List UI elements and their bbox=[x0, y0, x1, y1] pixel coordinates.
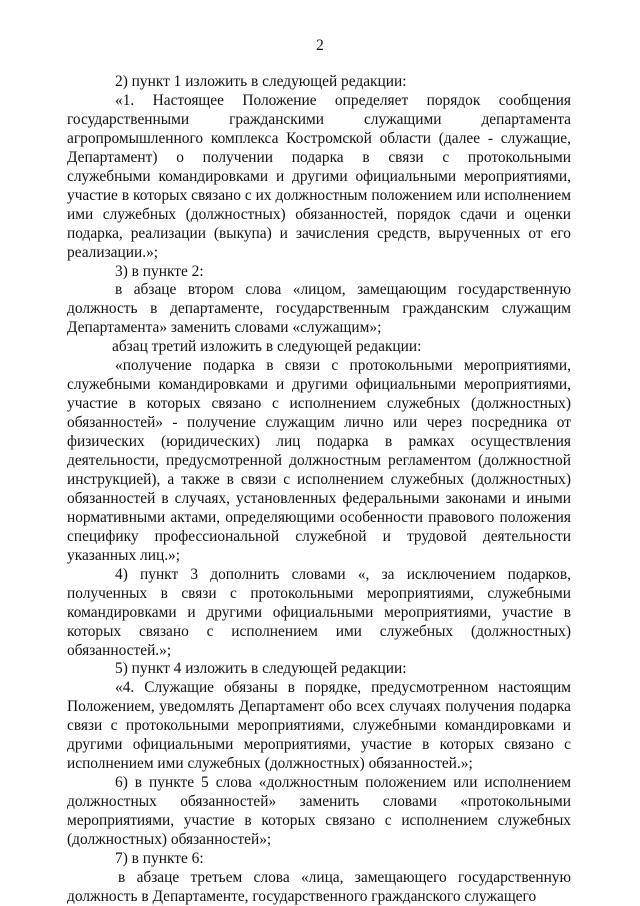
text-line: служебными командировками и другими официальными мероприятиями, bbox=[67, 376, 571, 394]
text-line: 4) пункт 3 дополнить словами «, за исключением подарков, bbox=[115, 565, 571, 583]
text-line: ими служебных (должностных) обязанностей, порядок сдачи и оценки bbox=[67, 205, 571, 223]
text-line: участие в которых связано с исполнением служебных (должностных) bbox=[67, 395, 571, 413]
text-line: «4. Служащие обязаны в порядке, предусмотренном настоящим bbox=[115, 679, 571, 697]
text-line: обязанностей.»; bbox=[67, 641, 172, 659]
text-line: физических (юридических) лиц подарка в рамках осуществления bbox=[67, 433, 571, 451]
text-line: должностных обязанностей» заменить словами «протокольными bbox=[67, 793, 571, 811]
text-line: (должностных) обязанностей»; bbox=[67, 831, 272, 848]
text-line: должность в департаменте, государственным гражданским служащим bbox=[67, 300, 571, 318]
text-line: в абзаце третьем слова «лица, замещающего государственную bbox=[118, 868, 571, 886]
text-line: «получение подарка в связи с протокольными мероприятиями, bbox=[115, 357, 571, 375]
text-line: нормативными актами, определяющими особенности правового положения bbox=[67, 508, 571, 526]
text-line: Департамент) о получении подарка в связи с протокольными bbox=[67, 148, 571, 166]
text-line: в абзаце втором слова «лицом, замещающим государственную bbox=[115, 281, 571, 299]
text-line: указанных лиц.»; bbox=[67, 546, 181, 564]
text-line: деятельности, предусмотренной должностным регламентом (должностной bbox=[67, 452, 571, 469]
text-line: служебными командировками и другими официальными мероприятиями, bbox=[67, 167, 571, 185]
text-line: инструкцией), а также в связи с исполнением служебных (должностных) bbox=[67, 470, 571, 488]
text-line: Положением, уведомлять Департамент обо всех случаях получения подарка bbox=[67, 698, 571, 716]
text-line: исполнением ими служебных (должностных) обязанностей.»; bbox=[67, 755, 473, 773]
text-line: которых связано с исполнением ими служебных (должностных) bbox=[67, 622, 571, 640]
text-line: полученных в связи с протокольными мероприятиями, служебными bbox=[67, 584, 571, 602]
text-line: мероприятиями, участие в которых связано с исполнением служебных bbox=[67, 812, 571, 829]
text-line: обязанностей» - получение служащим лично или через посредника от bbox=[67, 414, 571, 432]
text-line: Департамента» заменить словами «служащим»; bbox=[67, 319, 382, 337]
text-line: участие в которых связано с их должностным положением или исполнением bbox=[67, 186, 571, 204]
text-line: 7) в пункте 6: bbox=[115, 849, 204, 867]
text-line: реализации.»; bbox=[67, 243, 159, 261]
text-line: абзац третий изложить в следующей редакции: bbox=[112, 338, 422, 356]
text-line: государственными гражданскими служащими департамента bbox=[67, 110, 571, 128]
text-line: должность в Департаменте, государственного гражданского служащего bbox=[67, 887, 537, 905]
text-line: 3) в пункте 2: bbox=[115, 262, 204, 280]
text-line: «1. Настоящее Положение определяет порядок сообщения bbox=[115, 92, 571, 109]
text-line: 6) в пункте 5 слова «должностным положением или исполнением bbox=[115, 774, 571, 792]
page-number: 2 bbox=[316, 37, 324, 54]
text-line: обязанностей в случаях, установленных федеральными законами и иными bbox=[67, 489, 571, 507]
text-line: 2) пункт 1 изложить в следующей редакции: bbox=[115, 73, 407, 90]
text-line: командировками и другими официальными мероприятиями, участие в bbox=[67, 603, 571, 621]
text-line: другими официальными мероприятиями, участие в которых связано с bbox=[67, 736, 571, 754]
text-line: специфику профессиональной служебной и трудовой деятельности bbox=[67, 527, 571, 545]
text-line: 5) пункт 4 изложить в следующей редакции: bbox=[115, 660, 407, 678]
text-line: подарка, реализации (выкупа) и зачисления средств, вырученных от его bbox=[67, 224, 571, 242]
text-line: агропромышленного комплекса Костромской области (далее - служащие, bbox=[67, 129, 571, 147]
text-line: связи с протокольными мероприятиями, служебными командировками и bbox=[67, 717, 571, 735]
